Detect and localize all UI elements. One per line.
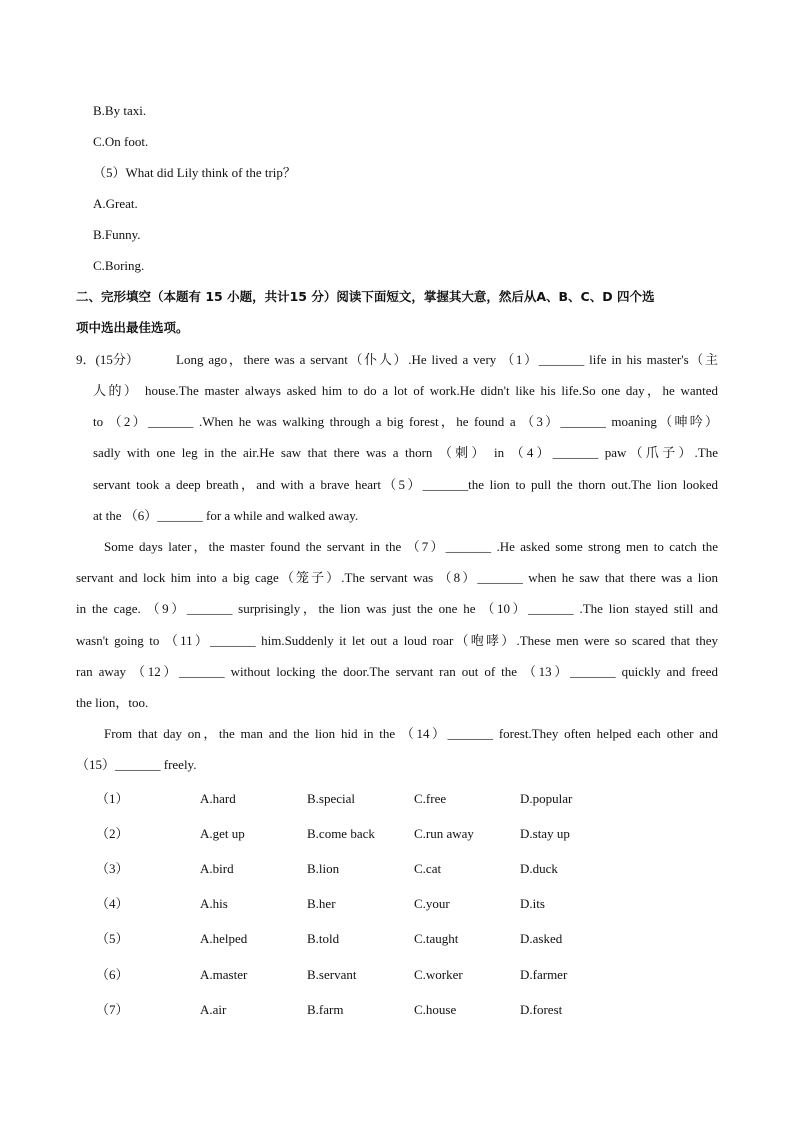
option-b: B.farm xyxy=(307,1002,344,1017)
passage-line-1: Long ago，there was a servant（仆人）.He lived a very （1）_______ life in his master's（主 xyxy=(176,352,718,367)
passage-para2-line-4: wasn't going to （11）_______ him.Suddenly it let out a loud roar（咆哮）.These men were so scared that they xyxy=(76,633,718,648)
passage-line-3: to （2）_______ .When he was walking through a big forest，he found a （3）_______ moaning（呻吟） xyxy=(93,414,718,429)
option-number: （5） xyxy=(96,931,129,946)
option-c: C.run away xyxy=(414,826,474,841)
option-d: D.asked xyxy=(520,931,563,946)
passage-para2-line-3: in the cage. （9）_______ surprisingly，the lion was just the one he （10）_______ .The lion stayed still and xyxy=(76,601,718,616)
option-c: C.free xyxy=(414,791,447,806)
option-c: C.house xyxy=(414,1002,457,1017)
option-a: A.his xyxy=(200,896,228,911)
option-number: （2） xyxy=(96,826,129,841)
option-c: C.your xyxy=(414,896,450,911)
passage-para2-line-2: servant and lock him into a big cage（笼子）.The servant was （8）_______ when he saw that there was a lion xyxy=(76,570,718,585)
passage-line-2: 人的） house.The master always asked him to do a lot of work.He didn't like his life.So one day，he wanted xyxy=(93,383,718,398)
option-number: （3） xyxy=(96,861,129,876)
option-a: A.helped xyxy=(200,931,248,946)
option-a: A.hard xyxy=(200,791,236,806)
section-heading-line2: 项中选出最佳选项。 xyxy=(76,320,189,335)
q5-option-a: A.Great. xyxy=(93,196,138,211)
option-c: C.worker xyxy=(414,967,463,982)
option-b: B.told xyxy=(307,931,340,946)
option-b: B.special xyxy=(307,791,356,806)
option-a: A.air xyxy=(200,1002,227,1017)
option-c-foot: C.On foot. xyxy=(93,134,149,149)
option-b: B.her xyxy=(307,896,336,911)
option-a: A.master xyxy=(200,967,248,982)
q5-option-c: C.Boring. xyxy=(93,258,145,273)
question-number: 9．(15分） xyxy=(76,352,139,367)
option-b: B.lion xyxy=(307,861,340,876)
option-b-taxi: B.By taxi. xyxy=(93,103,147,118)
option-number: （4） xyxy=(96,896,129,911)
option-number: （7） xyxy=(96,1002,129,1017)
question-5: （5）What did Lily think of the trip？ xyxy=(93,165,296,180)
passage-line-6: at the （6）_______ for a while and walked away. xyxy=(93,508,359,523)
passage-para2-line-6: the lion，too. xyxy=(76,695,149,710)
passage-line-5: servant took a deep breath，and with a brave heart（5）_______the lion to pull the thorn out.The lion looked xyxy=(93,477,718,492)
option-b: B.come back xyxy=(307,826,375,841)
passage-para2-line-1: Some days later，the master found the servant in the （7）_______ .He asked some strong men to catch the xyxy=(104,539,718,554)
passage-para3-line-2: （15）_______ freely. xyxy=(76,757,197,772)
option-d: D.popular xyxy=(520,791,573,806)
passage-line-4: sadly with one leg in the air.He saw that there was a thorn （刺） in （4）_______ paw（爪子）.The xyxy=(93,445,718,460)
passage-para2-line-5: ran away （12）_______ without locking the door.The servant ran out of the （13）_______ quickly and freed xyxy=(76,664,718,679)
passage-para3-line-1: From that day on，the man and the lion hid in the （14）_______ forest.They often helped each other and xyxy=(104,726,718,741)
option-a: A.get up xyxy=(200,826,245,841)
option-c: C.cat xyxy=(414,861,442,876)
option-number: （1） xyxy=(96,791,129,806)
option-b: B.servant xyxy=(307,967,357,982)
q5-option-b: B.Funny. xyxy=(93,227,141,242)
option-a: A.bird xyxy=(200,861,234,876)
section-heading-line1: 二、完形填空（本题有 15 小题，共计15 分）阅读下面短文，掌握其大意，然后从A、B、C、D 四个选 xyxy=(76,289,655,304)
option-d: D.duck xyxy=(520,861,558,876)
option-d: D.its xyxy=(520,896,545,911)
option-number: （6） xyxy=(96,967,129,982)
option-d: D.stay up xyxy=(520,826,570,841)
option-d: D.forest xyxy=(520,1002,563,1017)
option-d: D.farmer xyxy=(520,967,568,982)
option-c: C.taught xyxy=(414,931,459,946)
